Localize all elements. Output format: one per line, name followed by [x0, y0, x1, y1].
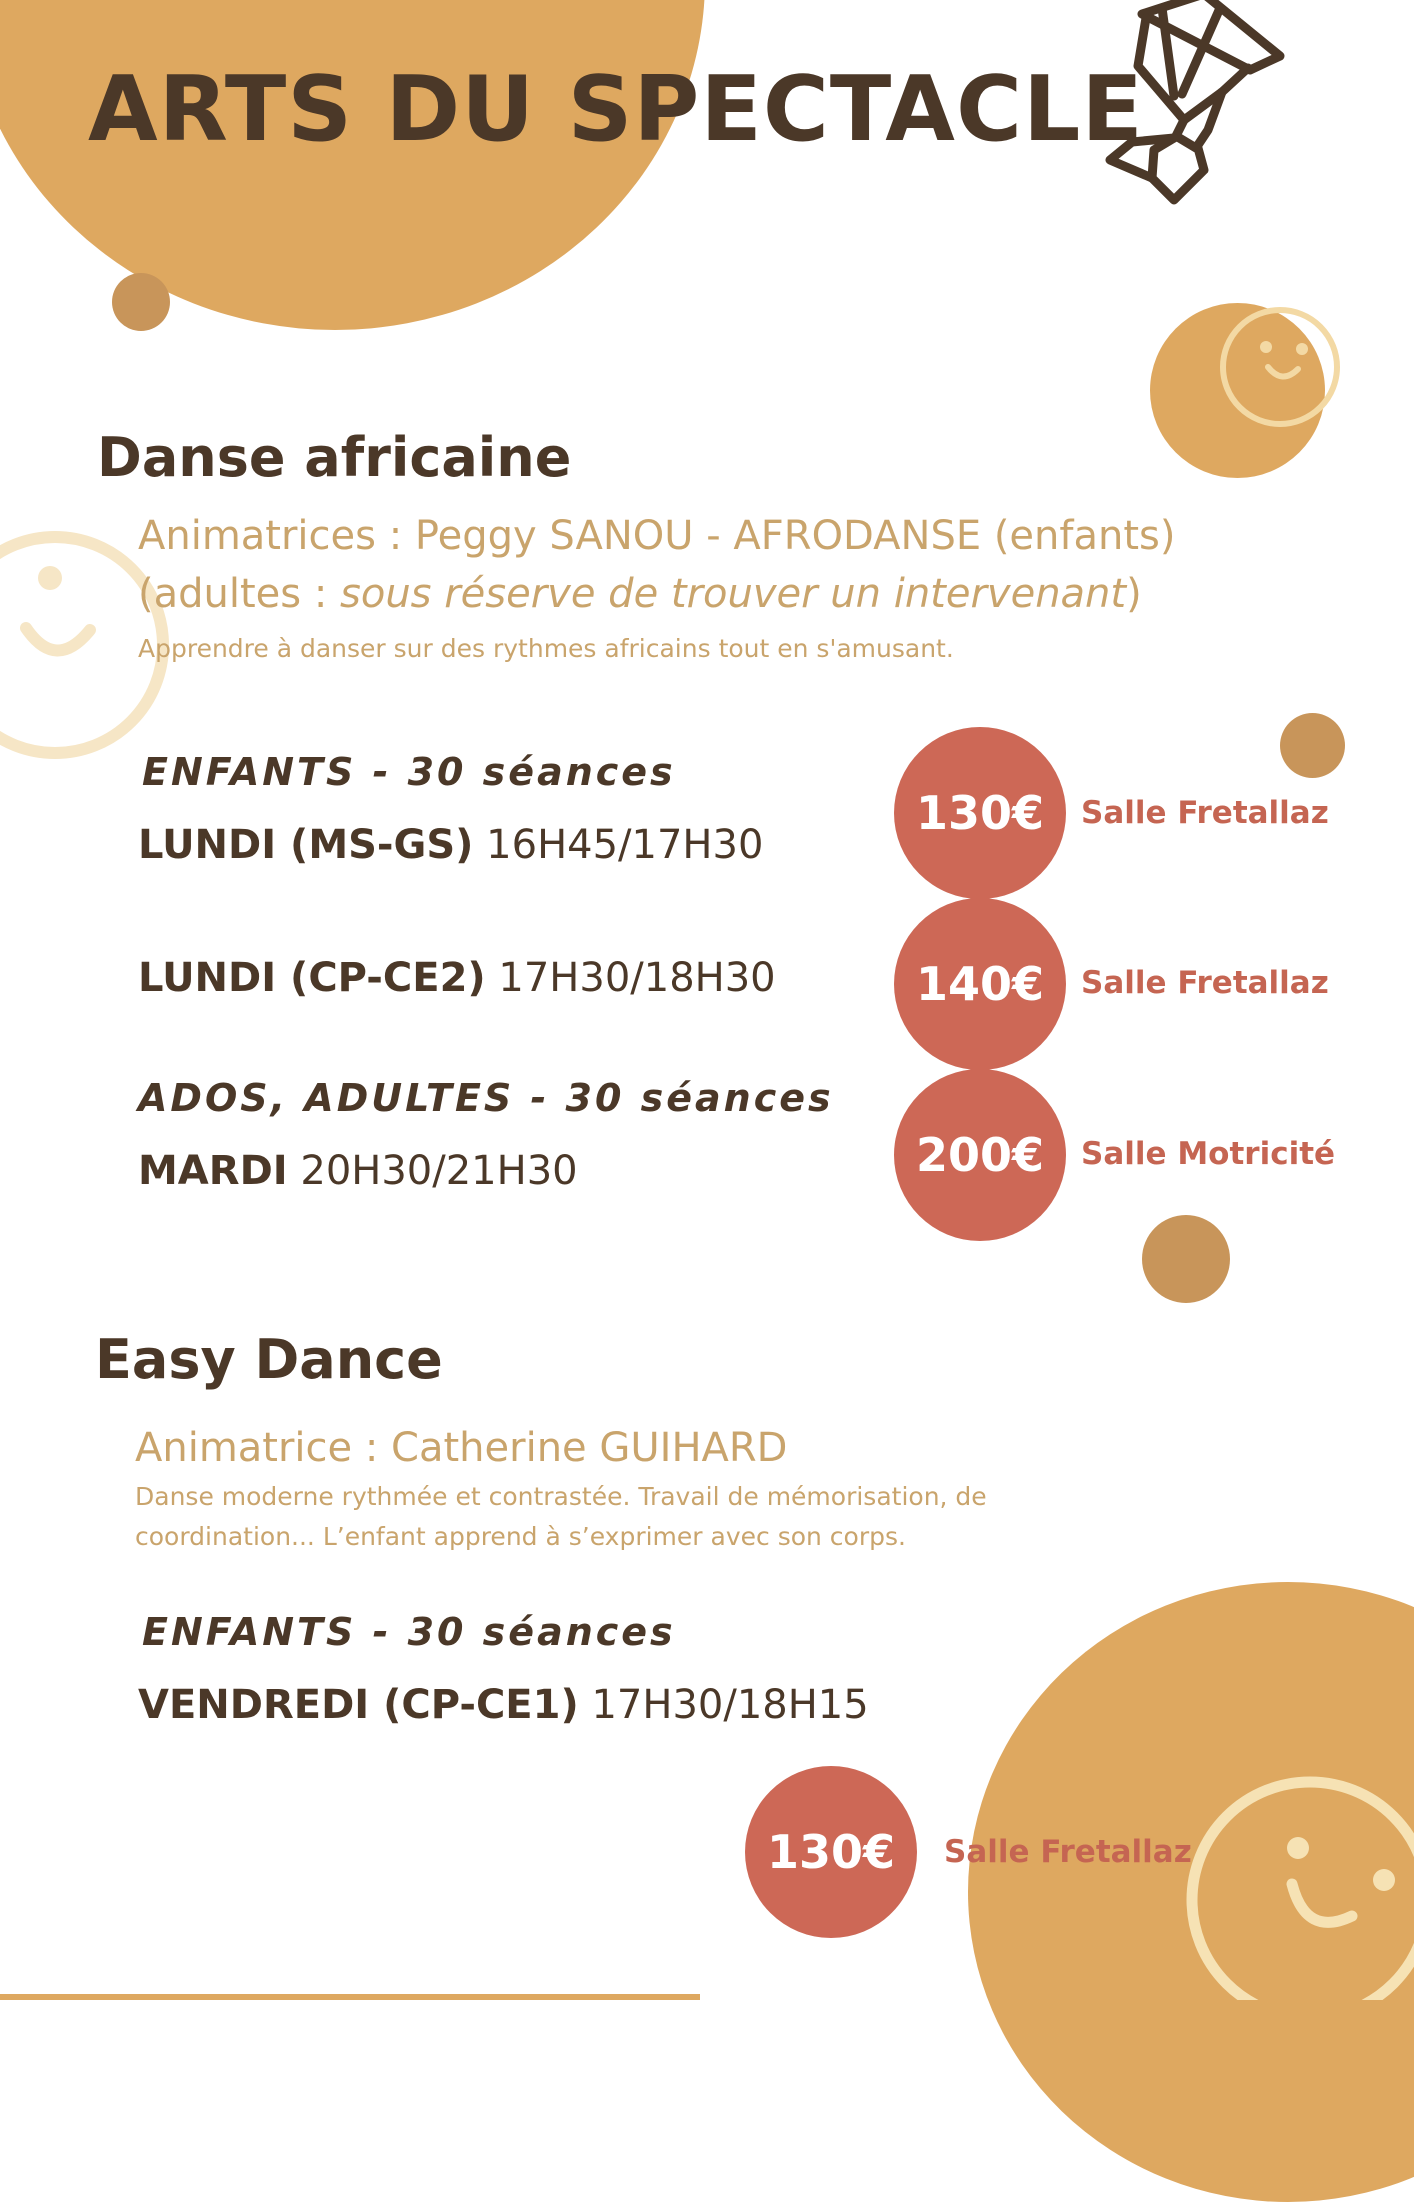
- page-title: ARTS DU SPECTACLE: [88, 57, 1144, 162]
- section-description: Apprendre à danser sur des rythmes africains tout en s'amusant.: [138, 634, 954, 663]
- group-sessions: - 30 séances: [372, 1610, 676, 1654]
- animators-line-2: [138, 570, 1142, 618]
- schedule-day: VENDREDI (CP-CE1): [138, 1682, 579, 1728]
- group-sessions: - 30 séances: [530, 1076, 834, 1120]
- group-label: ENFANTS: [142, 1610, 357, 1654]
- group-label: ADOS, ADULTES: [138, 1076, 515, 1120]
- group-label-enfants: [142, 1610, 676, 1654]
- schedule-day: MARDI: [138, 1148, 288, 1194]
- schedule-row: [138, 822, 763, 868]
- schedule-row: [138, 1682, 869, 1728]
- room-label: Salle Fretallaz: [1081, 795, 1329, 831]
- decor-dot-right-2: [1142, 1215, 1230, 1303]
- group-label-ados-adultes: [138, 1076, 834, 1120]
- decor-dot-small: [112, 273, 170, 331]
- price-badge: 130€: [745, 1766, 917, 1938]
- section-title-easy-dance: Easy Dance: [95, 1328, 443, 1391]
- price-badge: 130€: [894, 727, 1066, 899]
- schedule-row: [138, 955, 776, 1001]
- price-badge: 200€: [894, 1069, 1066, 1241]
- schedule-time: 17H30/18H15: [591, 1682, 869, 1728]
- schedule-time: 17H30/18H30: [498, 955, 776, 1001]
- animators-line: Animatrice : Catherine GUIHARD: [135, 1425, 788, 1471]
- section-description-line-2: coordination... L’enfant apprend à s’exprimer avec son corps.: [135, 1522, 906, 1551]
- schedule-day: LUNDI (MS-GS): [138, 822, 474, 868]
- schedule-time: 20H30/21H30: [300, 1148, 578, 1194]
- group-label: ENFANTS: [142, 750, 357, 794]
- room-label: Salle Motricité: [1081, 1136, 1336, 1172]
- animators-line-2-pre: (adultes :: [138, 571, 341, 617]
- animators-line-2-italic: sous réserve de trouver un intervenant: [340, 571, 1127, 617]
- bottom-rule: [0, 1994, 700, 2000]
- room-label: Salle Fretallaz: [1081, 965, 1329, 1001]
- room-label: Salle Fretallaz: [944, 1834, 1192, 1870]
- section-description-line-1: Danse moderne rythmée et contrastée. Travail de mémorisation, de: [135, 1482, 987, 1511]
- animators-line: Animatrices : Peggy SANOU - AFRODANSE (enfants): [138, 513, 1176, 559]
- decor-big-circle-top: [0, 0, 705, 330]
- schedule-row: [138, 1148, 578, 1194]
- schedule-time: 16H45/17H30: [486, 822, 764, 868]
- smiley-icon: [1218, 305, 1342, 429]
- section-title-danse-africaine: Danse africaine: [97, 426, 572, 489]
- schedule-day: LUNDI (CP-CE2): [138, 955, 486, 1001]
- decor-dot-right-1: [1280, 713, 1345, 778]
- smiley-icon-bottom: [1180, 1760, 1414, 2000]
- group-sessions: - 30 séances: [372, 750, 676, 794]
- group-label-enfants: [142, 750, 676, 794]
- animators-line-2-post: ): [1126, 571, 1142, 617]
- price-badge: 140€: [894, 898, 1066, 1070]
